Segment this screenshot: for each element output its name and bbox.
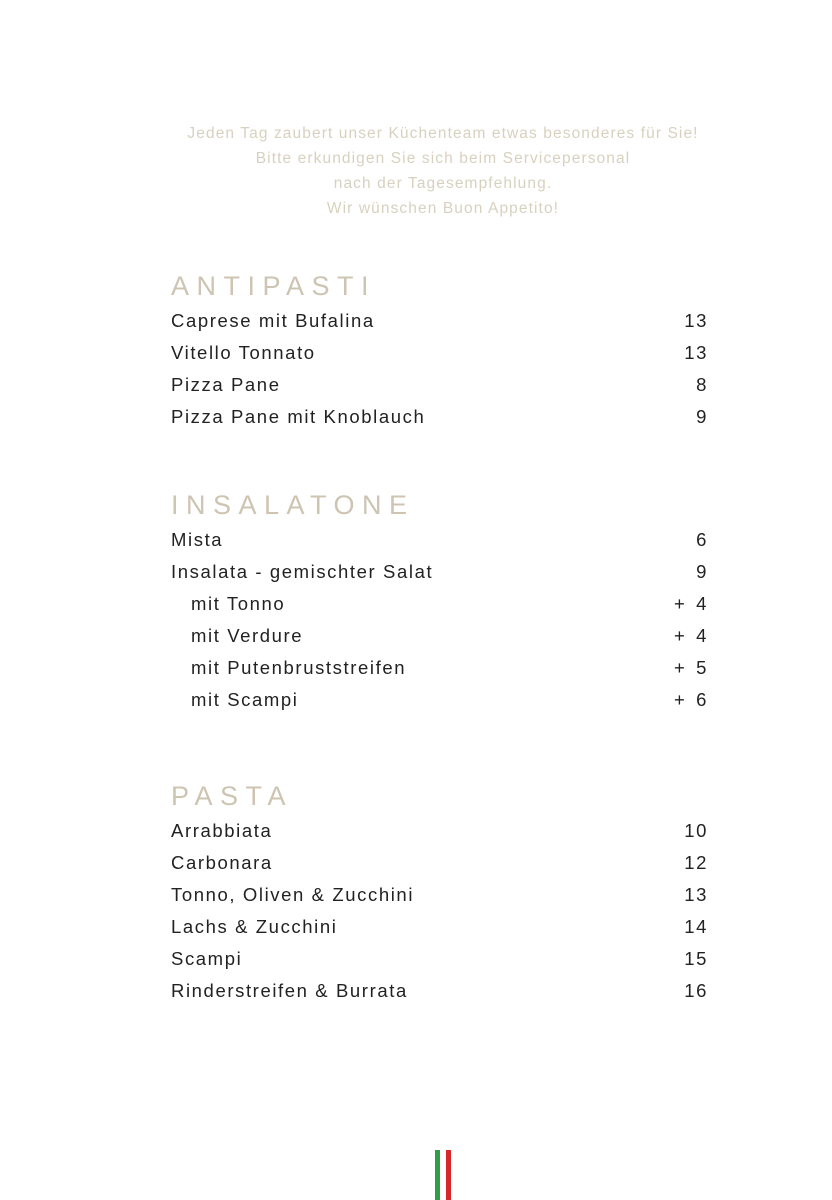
menu-item-price: 12: [684, 852, 708, 873]
menu-item-name: Lachs & Zucchini: [171, 916, 338, 937]
menu-item-name: mit Scampi: [191, 689, 299, 710]
menu-item-name: Pizza Pane mit Knoblauch: [171, 406, 426, 427]
intro-text: [0, 121, 832, 221]
section-insalatone: [171, 490, 708, 719]
menu-item: [171, 404, 708, 436]
section-title: PASTA: [171, 781, 294, 811]
menu-item-name: Carbonara: [171, 852, 273, 873]
menu-item-name: Arrabbiata: [171, 820, 273, 841]
menu-item-addon: [171, 623, 708, 655]
menu-item: [171, 527, 708, 559]
menu-item-name: Mista: [171, 529, 224, 550]
section-antipasti: [171, 271, 708, 436]
menu-item-price: + 4: [673, 625, 708, 646]
menu-item-price: 9: [696, 406, 708, 427]
menu-item-name: Scampi: [171, 948, 243, 969]
intro-line: Jeden Tag zaubert unser Küchenteam etwas besonderes für Sie!: [187, 125, 699, 142]
menu-item: [171, 978, 708, 1010]
menu-item: [171, 850, 708, 882]
menu-item-name: Pizza Pane: [171, 374, 281, 395]
section-title: INSALATONE: [171, 490, 415, 520]
menu-item-name: Vitello Tonnato: [171, 342, 316, 363]
menu-item: [171, 372, 708, 404]
menu-item-price: 6: [696, 529, 708, 550]
menu-item: [171, 559, 708, 591]
menu-item-addon: [171, 591, 708, 623]
menu-item-name: mit Tonno: [191, 593, 286, 614]
menu-item-price: 16: [684, 980, 708, 1001]
menu-item: [171, 818, 708, 850]
menu-item: [171, 308, 708, 340]
menu-item-price: 10: [684, 820, 708, 841]
menu-item-name: mit Verdure: [191, 625, 304, 646]
menu-item-name: mit Putenbruststreifen: [191, 657, 407, 678]
intro-line: Bitte erkundigen Sie sich beim Servicepersonal: [255, 150, 631, 167]
menu-item-name: Tonno, Oliven & Zucchini: [171, 884, 415, 905]
menu-item-name: Rinderstreifen & Burrata: [171, 980, 408, 1001]
italian-flag-icon: [435, 1150, 452, 1200]
flag-red-stripe: [446, 1150, 451, 1200]
menu-item-price: 14: [684, 916, 708, 937]
menu-item: [171, 914, 708, 946]
menu-item: [171, 882, 708, 914]
menu-item-price: 15: [684, 948, 708, 969]
menu-item-price: 13: [684, 884, 708, 905]
intro-line: nach der Tagesempfehlung.: [333, 175, 553, 192]
section-title: ANTIPASTI: [171, 271, 377, 301]
menu-item-addon: [171, 687, 708, 719]
menu-item: [171, 946, 708, 978]
menu-item-price: + 4: [673, 593, 708, 614]
menu-item-name: Caprese mit Bufalina: [171, 310, 375, 331]
menu-item-addon: [171, 655, 708, 687]
menu-item-price: + 5: [673, 657, 708, 678]
menu-item-price: + 6: [673, 689, 708, 710]
menu-item-price: 9: [696, 561, 708, 582]
menu-item-price: 8: [696, 374, 708, 395]
menu-item-price: 13: [684, 310, 708, 331]
menu-item: [171, 340, 708, 372]
intro-line: Wir wünschen Buon Appetito!: [326, 200, 560, 217]
menu-item-price: 13: [684, 342, 708, 363]
menu-item-name: Insalata - gemischter Salat: [171, 561, 434, 582]
section-pasta: [171, 781, 708, 1010]
